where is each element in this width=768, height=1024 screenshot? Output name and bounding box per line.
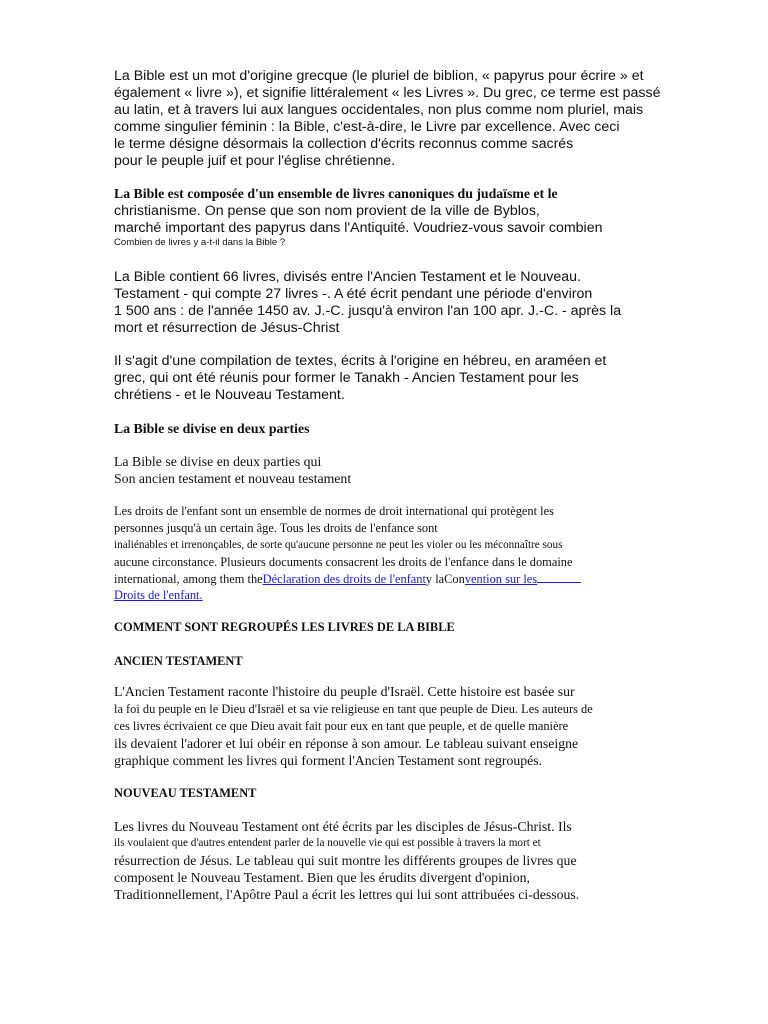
old-testament-heading: ANCIEN TESTAMENT: [114, 654, 243, 668]
old-testament-line-2: la foi du peuple en le Dieu d'Israël et sa vie religieuse en tant que peuple de Dieu. Les auteurs de: [114, 702, 593, 716]
rights-line-5-prefix: international, among them the: [114, 572, 263, 586]
count-line-3: 1 500 ans : de l'année 1450 av. J.-C. jusqu'à environ l'an 100 apr. J.-C. - après la: [114, 303, 622, 319]
rights-line-4: aucune circonstance. Plusieurs documents consacrent les droits de l'enfance dans le domaine: [114, 555, 573, 569]
count-line-2: Testament - qui compte 27 livres -. A été écrit pendant une période d'environ: [114, 286, 593, 302]
groups-heading: COMMENT SONT REGROUPÉS LES LIVRES DE LA BIBLE: [114, 620, 455, 634]
composition-line-2: christianisme. On pense que son nom provient de la ville de Byblos,: [114, 203, 540, 219]
compilation-line-1: Il s'agit d'une compilation de textes, écrits à l'origine en hébreu, en araméen et: [114, 353, 607, 369]
new-testament-line-2: ils voulaient que d'autres entendent parler de la nouvelle vie qui est possible à travers la mort et: [114, 837, 541, 849]
intro-line-2: également « livre »), et signifie littéralement « les Livres ». Du grec, ce terme est passé: [114, 85, 661, 101]
rights-line-5-con: Con: [444, 572, 465, 586]
intro-line-5: le terme désigne désormais la collection d'écrits reconnus comme sacrés: [114, 136, 574, 152]
droits-enfant-link[interactable]: Droits de l'enfant.: [114, 588, 203, 602]
rights-line-1: Les droits de l'enfant sont un ensemble de normes de droit international qui protègent les: [114, 504, 554, 518]
compilation-line-2: grec, qui ont été réunis pour former le Tanakh - Ancien Testament pour les: [114, 370, 579, 386]
old-testament-line-3: ces livres écrivaient ce que Dieu avait fait pour eux en tant que peuple, et de quelle manière: [114, 719, 569, 733]
rights-line-6: [114, 588, 203, 603]
division-line-1: La Bible se divise en deux parties qui: [114, 454, 322, 469]
composition-line-3: marché important des papyrus dans l'Antiquité. Voudriez-vous savoir combien: [114, 220, 603, 236]
old-testament-line-5: graphique comment les livres qui forment l'Ancien Testament sont regroupés.: [114, 753, 543, 768]
convention-droits-enfant-link[interactable]: vention sur les: [464, 572, 538, 586]
intro-line-4: comme singulier féminin : la Bible, c'est-à-dire, le Livre par excellence. Avec ceci: [114, 119, 620, 135]
composition-question: Combien de livres y a-t-il dans la Bible ?: [114, 237, 286, 248]
compilation-line-3: chrétiens - et le Nouveau Testament.: [114, 387, 345, 403]
new-testament-heading: NOUVEAU TESTAMENT: [114, 786, 257, 800]
new-testament-line-1: Les livres du Nouveau Testament ont été écrits par les disciples de Jésus-Christ. Ils: [114, 819, 572, 834]
division-heading: La Bible se divise en deux parties: [114, 421, 310, 436]
old-testament-line-4: ils devaient l'adorer et lui obéir en réponse à son amour. Le tableau suivant enseigne: [114, 736, 579, 751]
link-underline-filler: [537, 571, 581, 583]
intro-line-3: au latin, et à travers lui aux langues occidentales, non plus comme nom pluriel, mais: [114, 102, 644, 118]
intro-line-1: La Bible est un mot d'origine grecque (le pluriel de biblion, « papyrus pour écrire » et: [114, 68, 644, 84]
count-line-4: mort et résurrection de Jésus-Christ: [114, 320, 340, 336]
rights-line-2: personnes jusqu'à un certain âge. Tous les droits de l'enfance sont: [114, 521, 438, 535]
intro-line-6: pour le peuple juif et pour l'église chrétienne.: [114, 153, 396, 169]
old-testament-line-1: L'Ancien Testament raconte l'histoire du peuple d'Israël. Cette histoire est basée sur: [114, 684, 575, 699]
count-line-1: La Bible contient 66 livres, divisés entre l'Ancien Testament et le Nouveau.: [114, 269, 581, 285]
rights-line-5: [114, 571, 581, 587]
division-line-2: Son ancien testament et nouveau testament: [114, 471, 352, 486]
composition-line-1: La Bible est composée d'un ensemble de livres canoniques du judaïsme et le: [114, 186, 558, 201]
new-testament-line-4: composent le Nouveau Testament. Bien que les érudits divergent d'opinion,: [114, 870, 530, 885]
rights-line-3: inaliénables et irrenonçables, de sorte qu'aucune personne ne peut les violer ou les méconnaître sous: [114, 539, 563, 551]
new-testament-line-3: résurrection de Jésus. Le tableau qui suit montre les différents groupes de livres que: [114, 853, 577, 868]
rights-line-5-connector: y la: [425, 572, 445, 586]
new-testament-line-5: Traditionnellement, l'Apôtre Paul a écrit les lettres qui lui sont attribuées ci-dessous.: [114, 887, 580, 902]
declaration-droits-enfant-link[interactable]: Déclaration des droits de l'enfant: [262, 572, 426, 586]
